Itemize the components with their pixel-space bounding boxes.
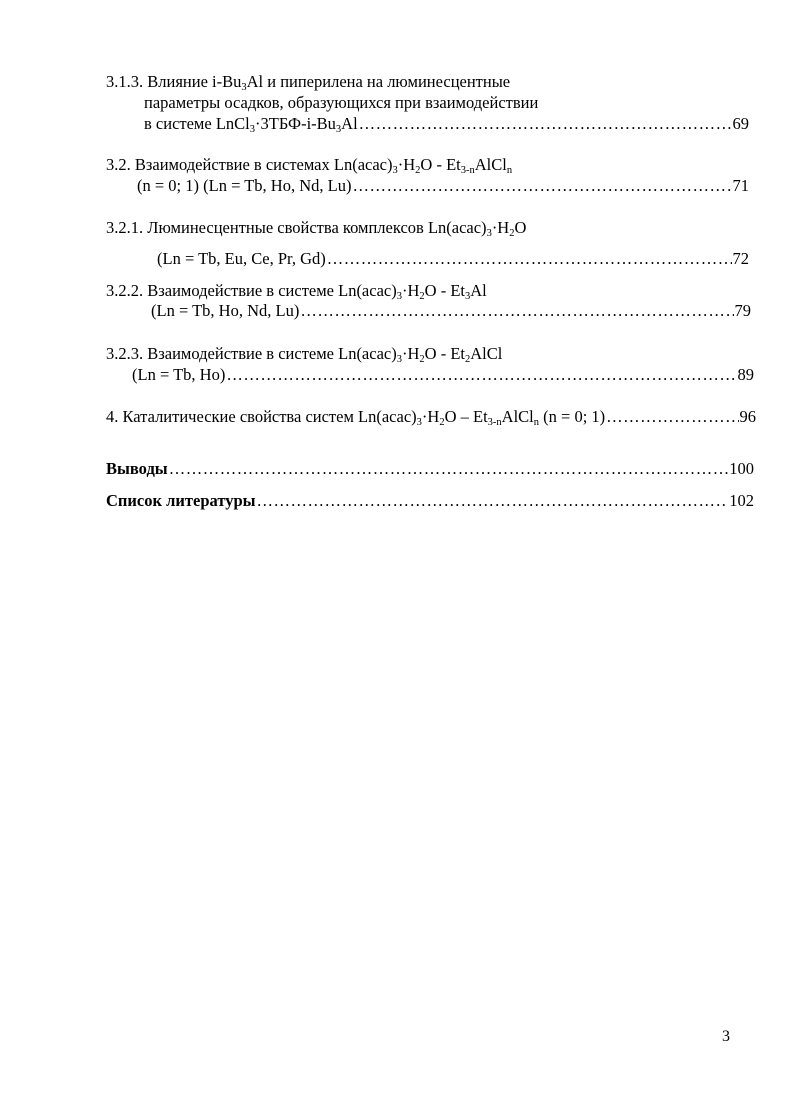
- toc-page-number: 71: [732, 176, 749, 195]
- leader-dots: [300, 301, 733, 321]
- page-number: 3: [722, 1028, 730, 1045]
- toc-page-number: 102: [729, 491, 754, 510]
- toc-entry-conclusions[interactable]: Выводы ……………………………………………………………………………………………………………………………………………………………………………………………………………………………………………………………………………………… 100: [106, 459, 754, 479]
- toc-entry-3-2-3-line1: 3.2.3. Взаимодействие в системе $Ln(acac)_3\cdot H_2O$ - $Et_2AlCl$: [106, 344, 503, 365]
- leader-dots: [359, 114, 732, 134]
- toc-page-number: 69: [732, 114, 749, 133]
- toc-entry-3-2-1-line2[interactable]: (Ln = Tb, Eu, Ce, Pr, Gd) ……………………………………………………………………………………………………………………………………………………………………………………………………………………………………………………………………………………… 72: [157, 249, 749, 269]
- leader-dots: [606, 407, 738, 427]
- toc-entry-3-1-3-line2: параметры осадков, образующихся при взаимодействии: [144, 93, 539, 112]
- toc-entry-references[interactable]: Список литературы ……………………………………………………………………………………………………………………………………………………………………………………………………………………………………………………………………………………… 102: [106, 491, 754, 511]
- toc-page-number: 100: [729, 459, 754, 478]
- toc-entry-3-1-3-line1: 3.1.3. Влияние $i-Bu_3Al$ и пиперилена на люминесцентные: [106, 72, 511, 93]
- toc-page-number: 72: [732, 249, 749, 268]
- leader-dots: [327, 249, 732, 269]
- toc-entry-4[interactable]: 4. Каталитические свойства систем $Ln(acac)_3\cdot H_2O$ – $Et_{3-n}AlCl_n$ (n = 0; 1) ……………………………………………………………………………………………………………………………………………………………………………………………………………………………………………………………………………………… 96: [106, 407, 756, 427]
- leader-dots: [226, 365, 736, 385]
- toc-entry-3-2-2-line1: 3.2.2. Взаимодействие в системе $Ln(acac)_3\cdot H_2O - Et_3Al$: [106, 281, 487, 302]
- toc-entry-3-1-3-line3[interactable]: в системе $LnCl_3\cdot 3ТБФ-i-Bu_3Al$ ……………………………………………………………………………………………………………………………………………………………………………………………………………………………………………………………………………………… 69: [144, 114, 749, 134]
- leader-dots: [352, 176, 731, 196]
- toc-entry-3-2-line2[interactable]: (n = 0; 1) (Ln = Tb, Ho, Nd, Lu) ……………………………………………………………………………………………………………………………………………………………………………………………………………………………………………………………………………………… 71: [137, 176, 749, 196]
- toc-entry-3-2-1-line1: 3.2.1. Люминесцентные свойства комплексов $Ln(acac)_3\cdot H_2O$: [106, 218, 527, 239]
- toc-page-number: 96: [739, 407, 756, 426]
- leader-dots: [257, 491, 729, 511]
- toc-entry-3-2-2-line2[interactable]: (Ln = Tb, Ho, Nd, Lu) ……………………………………………………………………………………………………………………………………………………………………………………………………………………………………………………………………………………… 79: [151, 301, 751, 321]
- toc-entry-3-2-3-line2[interactable]: (Ln = Tb, Ho) ……………………………………………………………………………………………………………………………………………………………………………………………………………………………………………………………………………………… 89: [132, 365, 754, 385]
- toc-page-number: 89: [737, 365, 754, 384]
- toc-entry-3-2-line1: 3.2. Взаимодействие в системах $Ln(acac)_3\cdot H_2O$ - $Et_{3-n}AlCl_n$: [106, 155, 513, 176]
- toc-page-number: 79: [734, 301, 751, 320]
- leader-dots: [169, 459, 729, 479]
